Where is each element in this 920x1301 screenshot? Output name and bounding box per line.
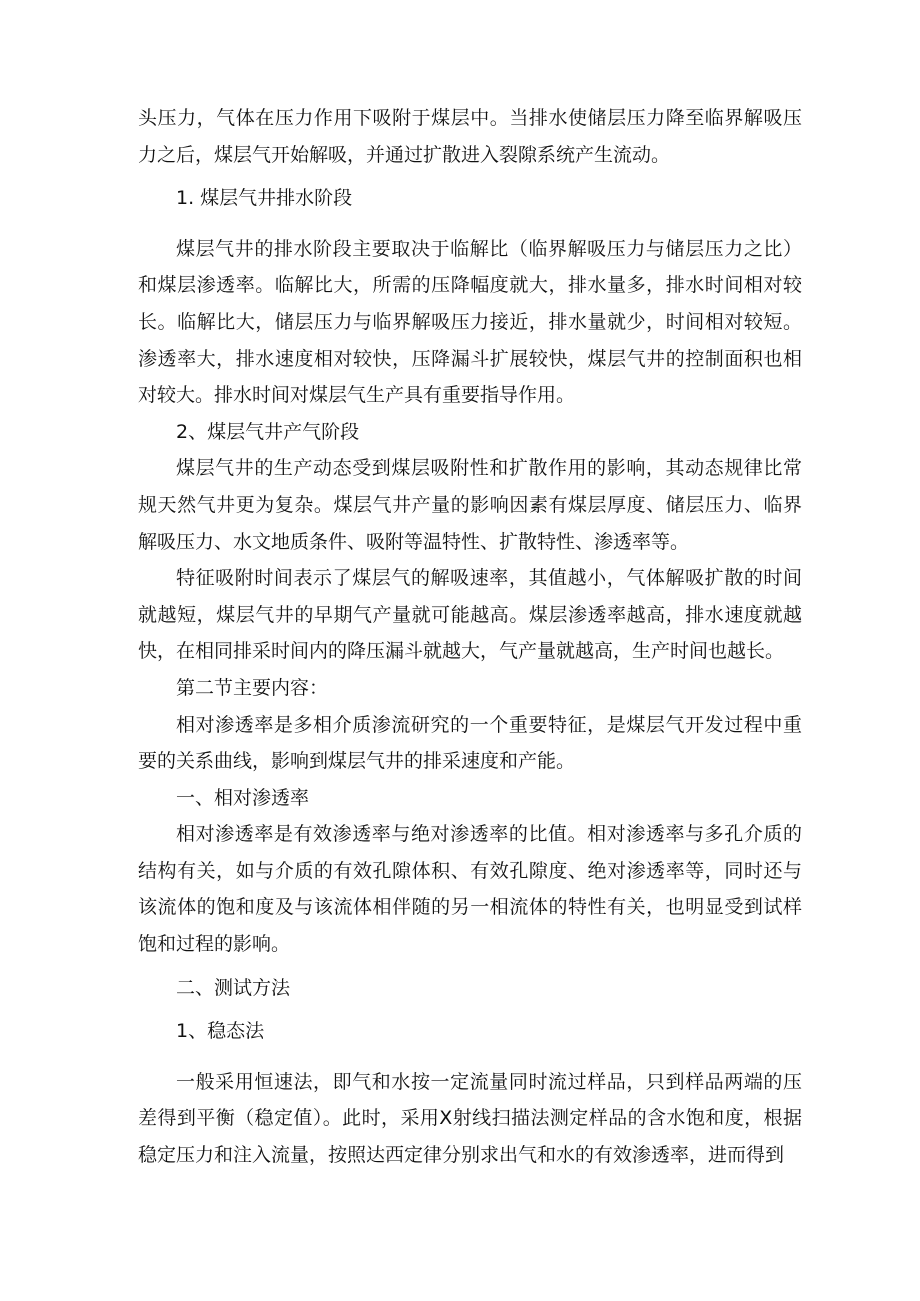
paragraph-production-dynamics: 煤层气井的生产动态受到煤层吸附性和扩散作用的影响，其动态规律比常规天然气井更为复杂。煤层气井产量的影响因素有煤层厚度、储层压力、临界解吸压力、水文地质条件、吸附等温特性、扩散特性、渗透率等。 (138, 457, 802, 553)
heading-test-methods: 二、测试方法 (176, 976, 291, 999)
paragraph-steady-state-method: 一般采用恒速法，即气和水按一定流量同时流过样品，只到样品两端的压差得到平衡（稳定值）。此时，采用X射线扫描法测定样品的含水饱和度，根据稳定压力和注入流量，按照达西定律分别求出气和水的有效渗透率，进而得到 (138, 1070, 802, 1167)
heading-relative-permeability: 一、相对渗透率 (176, 786, 310, 809)
heading-drainage-stage: 1. 煤层气井排水阶段 (176, 187, 353, 210)
paragraph-relative-permeability-definition: 相对渗透率是有效渗透率与绝对渗透率的比值。相对渗透率与多孔介质的结构有关，如与介质的有效孔隙体积、有效孔隙度、绝对渗透率等，同时还与该流体的饱和度及与该流体相伴随的另一相流体的特性有关，也明显受到试样饱和过程的影响。 (138, 823, 802, 956)
paragraph-relative-permeability-intro: 相对渗透率是多相介质渗流研究的一个重要特征，是煤层气开发过程中重要的关系曲线，影响到煤层气井的排采速度和产能。 (138, 713, 802, 773)
heading-steady-state-method: 1、稳态法 (176, 1020, 265, 1043)
paragraph-drainage-stage: 煤层气井的排水阶段主要取决于临解比（临界解吸压力与储层压力之比）和煤层渗透率。临解比大，所需的压降幅度就大，排水量多，排水时间相对较长。临解比大，储层压力与临界解吸压力接近，排水量就少，时间相对较短。渗透率大，排水速度相对较快，压降漏斗扩展较快，煤层气井的控制面积也相对较大。排水时间对煤层气生产具有重要指导作用。 (138, 237, 802, 407)
paragraph-adsorption-time: 特征吸附时间表示了煤层气的解吸速率，其值越小，气体解吸扩散的时间就越短，煤层气井的早期气产量就可能越高。煤层渗透率越高，排水速度就越快，在相同排采时间内的降压漏斗就越大，气产量就越高，生产时间也越长。 (138, 567, 802, 663)
heading-gas-production-stage: 2、煤层气井产气阶段 (176, 420, 360, 443)
paragraph-continued-pressure: 头压力，气体在压力作用下吸附于煤层中。当排水使储层压力降至临界解吸压力之后，煤层气开始解吸，并通过扩散进入裂隙系统产生流动。 (138, 107, 802, 166)
document-body (138, 100, 802, 1174)
heading-section-two: 第二节主要内容： (176, 676, 329, 699)
